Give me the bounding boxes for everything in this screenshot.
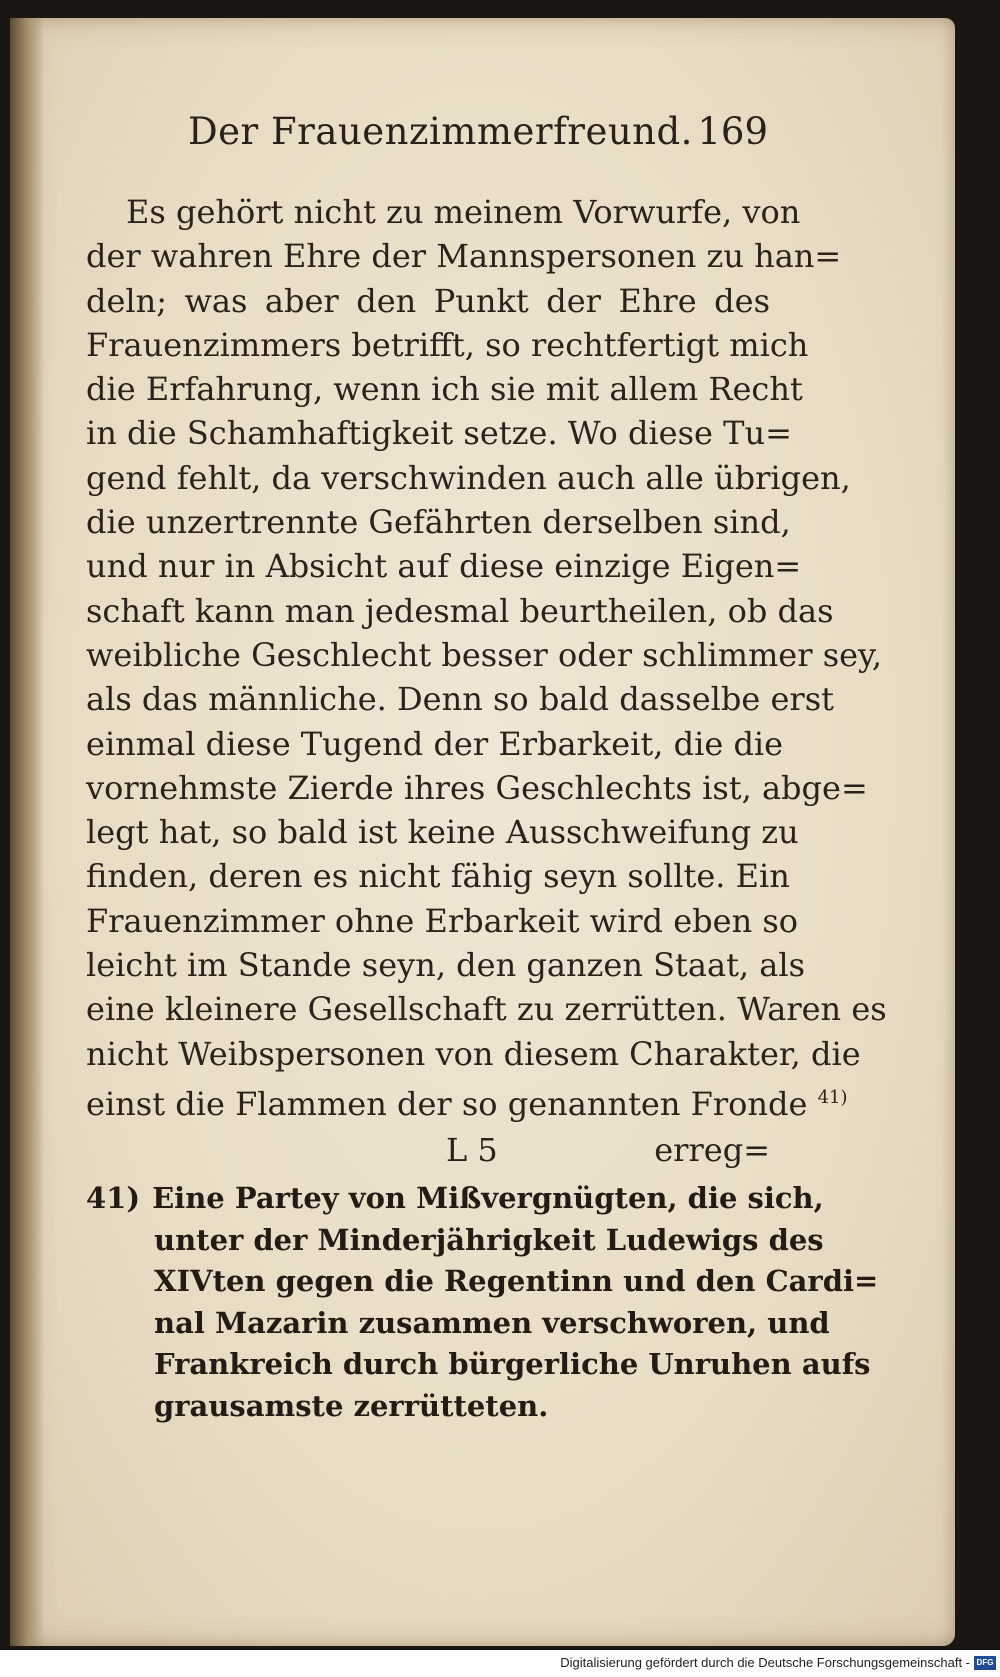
text-line: der wahren Ehre der Mannspersonen zu han= [86,237,842,276]
text-line: als das männliche. Denn so bald dasselbe erst [86,680,834,719]
text-line: die Erfahrung, wenn ich sie mit allem Recht [86,370,803,409]
text-line: gend fehlt, da verschwinden auch alle übrigen, [86,458,851,497]
text-line: legt hat, so bald ist keine Ausschweifung zu [86,813,799,852]
footnote-line: XIVten gegen die Regentinn und den Cardi= [154,1264,879,1298]
text-line: schaft kann man jedesmal beurtheilen, ob das [86,591,834,630]
signature-line [86,1128,770,1172]
page-header [188,110,768,170]
footnote-marker: 41) [86,1181,141,1215]
funding-credit: Digitalisierung gefördert durch die Deutsche Forschungsgemeinschaft - [560,1655,970,1670]
text-line: einmal diese Tugend der Erbarkeit, die die [86,724,784,763]
text-line: eine kleinere Gesellschaft zu zerrütten. Waren es [86,990,887,1029]
running-title: Der Frauenzimmerfreund. [188,110,693,153]
text-line-content: einst die Flammen der so genannten Fronde [86,1084,808,1123]
text-line: vornehmste Zierde ihres Geschlechts ist, abge= [86,768,868,807]
text-line: und nur in Absicht auf diese einzige Eigen= [86,547,802,586]
page-number: 169 [697,110,768,153]
main-text [86,190,887,1123]
footnote-reference: 41) [817,1086,848,1108]
text-line: in die Schamhaftigkeit setze. Wo diese Tu= [86,414,792,453]
footnote-line [86,1178,824,1220]
text-line [86,1076,848,1123]
text-line: die unzertrennte Gefährten derselben sind, [86,503,791,542]
footnote-line: unter der Minderjährigkeit Ludewigs des [154,1222,824,1257]
footnote-line: Frankreich durch bürgerliche Unruhen aufs [154,1347,871,1381]
text-line: nicht Weibspersonen von diesem Charakter, die [86,1034,861,1073]
footnote [86,1178,879,1427]
footnote-line: grausamste zerrütteten. [154,1388,549,1423]
text-line: finden, deren es nicht fähig seyn sollte. Ein [86,857,790,896]
page-gutter-shadow [10,18,44,1646]
footnote-text: Eine Partey von Mißvergnügten, die sich, [152,1181,824,1215]
footnote-line: nal Mazarin zusammen verschworen, und [154,1305,830,1340]
text-line: Frauenzimmers betrifft, so rechtfertigt mich [86,325,809,364]
signature-mark: L 5 [446,1131,498,1169]
text-line: Es gehört nicht zu meinem Vorwurfe, von [126,193,801,231]
text-line: leicht im Stande seyn, den ganzen Staat, als [86,946,805,985]
dfg-logo-icon: DFG [974,1656,996,1670]
catchword: erreg= [654,1131,770,1169]
text-line: weibliche Geschlecht besser oder schlimmer sey, [86,635,883,674]
text-line: Frauenzimmer ohne Erbarkeit wird eben so [86,901,799,940]
digitization-footer [0,1650,1000,1677]
text-line: deln; was aber den Punkt der Ehre des [86,281,770,320]
